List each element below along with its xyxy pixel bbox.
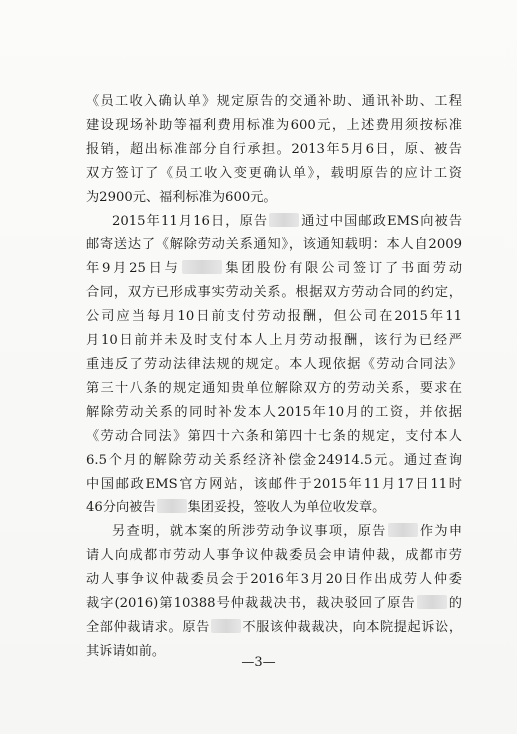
text-line: 邮寄送达了《解除劳动关系通知》，该通知载明：本人自2009	[86, 237, 462, 253]
text-line: 为2900元、福利标准为600元。	[86, 189, 277, 205]
text-segment: 另查明，就本案的所涉劳动争议事项，原告	[112, 524, 387, 540]
paragraph-2	[86, 210, 462, 521]
text-line	[86, 520, 462, 544]
text-line: 6.5个月的解除劳动关系经济补偿金24914.5元。通过查询	[86, 452, 462, 468]
text-segment: 46分向被告	[86, 500, 156, 516]
text-line	[86, 496, 462, 520]
redaction-mark	[182, 260, 222, 274]
redaction-mark	[388, 523, 418, 537]
text-line: 《员工收入确认单》规定原告的交通补助、通讯补助、工程	[86, 94, 462, 109]
text-line: 报销，超出标准部分自行承担。2013年5月6日，原、被告	[86, 141, 462, 157]
text-segment: 集团妥投，签收人为单位收发章。	[187, 500, 386, 516]
text-line: 《劳动合同法》第四十六条和第四十七条的规定，支付本人	[86, 428, 462, 444]
text-line: 公司应当每月10日前支付劳动报酬，但公司在2015年11	[86, 309, 462, 325]
redaction-mark	[269, 213, 299, 227]
text-segment: 年9月25日与	[86, 261, 181, 277]
text-segment: 2015年11月16日，原告	[112, 213, 269, 229]
redaction-mark	[211, 619, 241, 633]
redaction-mark	[417, 595, 447, 609]
text-line: 解除劳动关系的同时补发本人2015年10月的工资，并依据	[86, 404, 462, 420]
text-segment: 作为申	[418, 524, 463, 540]
text-segment: 裁字(2016)第10388号仲裁裁决书，裁决驳回了原告	[86, 596, 416, 612]
paragraph-1	[86, 90, 462, 210]
text-line: 请人向成都市劳动人事争议仲裁委员会申请仲裁，成都市劳	[86, 548, 462, 564]
text-line: 建设现场补助等福利费用标准为600元，上述费用须按标准	[86, 117, 462, 133]
text-line	[86, 210, 462, 234]
text-line	[86, 257, 462, 281]
redaction-mark	[157, 499, 187, 513]
paragraph-3	[86, 520, 462, 663]
text-line: 双方签订了《员工收入变更确认单》，载明原告的应计工资	[86, 165, 462, 181]
text-line: 合同，双方已形成事实劳动关系。根据双方劳动合同的约定，	[86, 285, 462, 301]
text-segment: 通过中国邮政EMS向被告	[300, 213, 463, 229]
text-line	[86, 616, 462, 640]
text-line: 重违反了劳动法律法规的规定。本人现依据《劳动合同法》	[86, 356, 462, 372]
text-segment: 集团股份有限公司签订了书面劳动	[222, 261, 463, 277]
text-line: 第三十八条的规定通知贵单位解除双方的劳动关系，要求在	[86, 380, 462, 396]
text-line: 月10日前并未及时支付本人上月劳动报酬，该行为已经严	[86, 333, 462, 349]
text-line: 动人事争议仲裁委员会于2016年3月20日作出成劳人仲委	[86, 572, 462, 588]
page-number: —3—	[241, 655, 276, 670]
text-line: 其诉请如前。	[86, 643, 166, 659]
text-line: 中国邮政EMS官方网站，该邮件于2015年11月17日11时	[86, 476, 462, 492]
text-line	[86, 592, 462, 616]
document-body	[86, 90, 462, 664]
text-segment: 全部仲裁请求。原告	[86, 619, 210, 635]
text-segment: 不服该仲裁裁决，向本院提起诉讼，	[241, 619, 463, 635]
text-segment: 的	[447, 596, 462, 612]
